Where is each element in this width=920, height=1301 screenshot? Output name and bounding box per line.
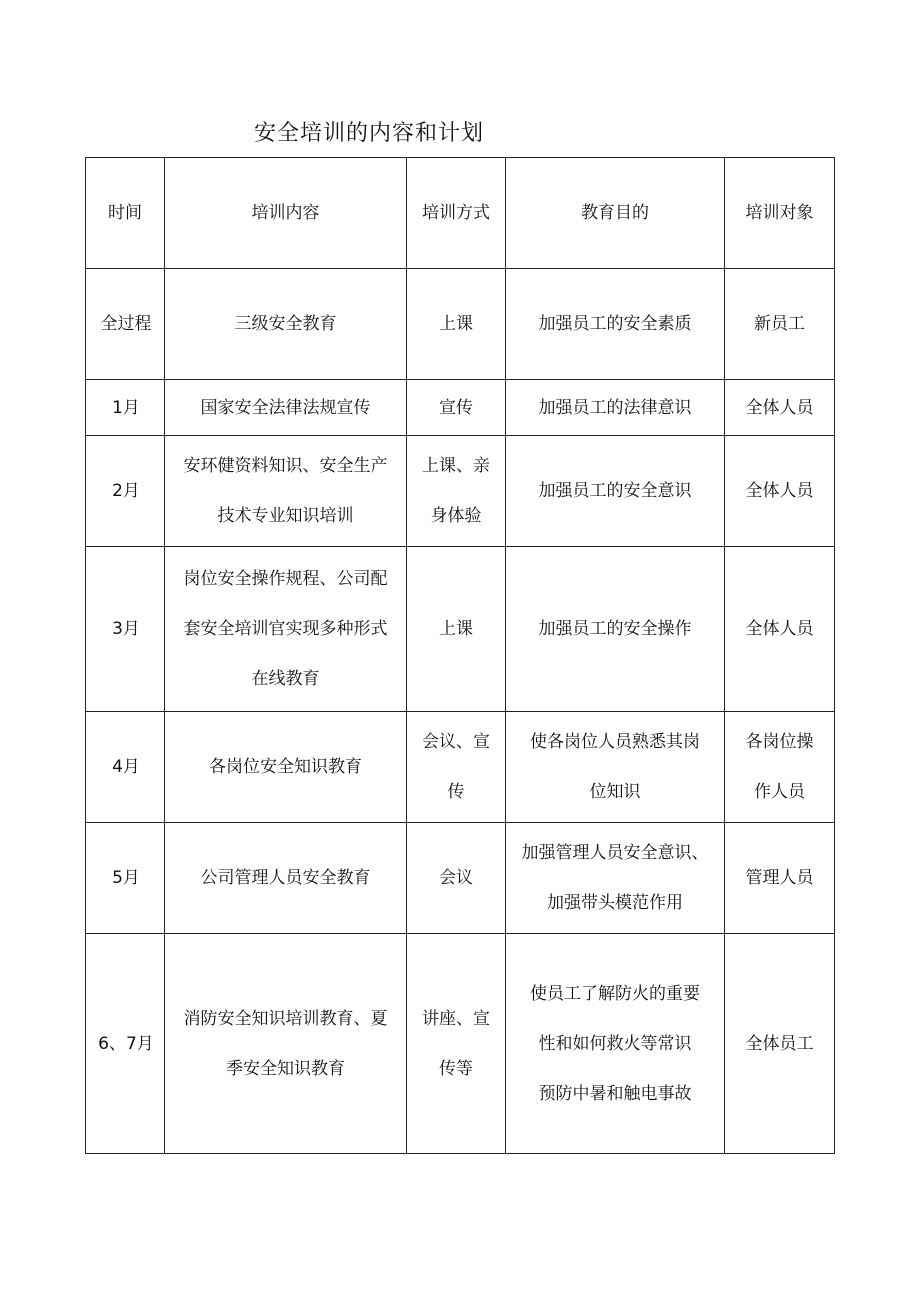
- row-goal: 使员工了解防火的重要 性和如何救火等常识 预防中暑和触电事故: [530, 983, 700, 1104]
- header-content: 培训内容: [165, 158, 407, 269]
- row-method: 上课、亲 身体验: [422, 456, 490, 526]
- row-time: 1月: [86, 380, 165, 436]
- row-content: 岗位安全操作规程、公司配 套安全培训官实现多种形式 在线教育: [183, 569, 388, 689]
- table-row: [86, 934, 835, 1154]
- row-goal: 加强员工的安全意识: [506, 436, 725, 547]
- row-goal: 加强管理人员安全意识、 加强带头模范作用: [521, 843, 709, 913]
- row-target: 全体人员: [725, 380, 835, 436]
- row-time: 3月: [86, 547, 165, 712]
- row-method: 会议、宣 传: [422, 732, 490, 802]
- row-method: 讲座、宣 传等: [422, 1008, 490, 1079]
- table-row: [86, 823, 835, 934]
- row-goal: 加强员工的安全素质: [506, 269, 725, 380]
- table-row: [86, 269, 835, 380]
- row-content: 消防安全知识培训教育、夏 季安全知识教育: [183, 1008, 388, 1079]
- row-content: 安环健资料知识、安全生产 技术专业知识培训: [183, 456, 388, 526]
- row-target: 全体人员: [725, 547, 835, 712]
- row-time: 5月: [86, 823, 165, 934]
- header-goal: 教育目的: [506, 158, 725, 269]
- row-target: 各岗位操 作人员: [745, 732, 814, 802]
- page-title: 安全培训的内容和计划: [254, 121, 485, 146]
- row-method: 上课: [407, 547, 506, 712]
- table-row: [86, 712, 835, 823]
- row-method: 宣传: [407, 380, 506, 436]
- row-method: 上课: [407, 269, 506, 380]
- row-target: 全体人员: [725, 436, 835, 547]
- table-row: [86, 436, 835, 547]
- row-goal: 加强员工的安全操作: [506, 547, 725, 712]
- table-row: [86, 380, 835, 436]
- row-time: 4月: [86, 712, 165, 823]
- row-time: 全过程: [86, 269, 165, 380]
- row-target: 管理人员: [725, 823, 835, 934]
- row-time: 6、7月: [86, 934, 165, 1154]
- row-content: 各岗位安全知识教育: [165, 712, 407, 823]
- row-method: 会议: [407, 823, 506, 934]
- row-goal: 加强员工的法律意识: [506, 380, 725, 436]
- row-content: 国家安全法律法规宣传: [165, 380, 407, 436]
- header-method: 培训方式: [407, 158, 506, 269]
- row-target: 新员工: [725, 269, 835, 380]
- row-target: 全体员工: [725, 934, 835, 1154]
- row-content: 三级安全教育: [165, 269, 407, 380]
- table-header-row: [86, 158, 835, 269]
- row-content: 公司管理人员安全教育: [165, 823, 407, 934]
- training-plan-table: [85, 157, 835, 1154]
- row-goal: 使各岗位人员熟悉其岗 位知识: [530, 732, 700, 802]
- header-time: 时间: [86, 158, 165, 269]
- table-row: [86, 547, 835, 712]
- header-target: 培训对象: [725, 158, 835, 269]
- row-time: 2月: [86, 436, 165, 547]
